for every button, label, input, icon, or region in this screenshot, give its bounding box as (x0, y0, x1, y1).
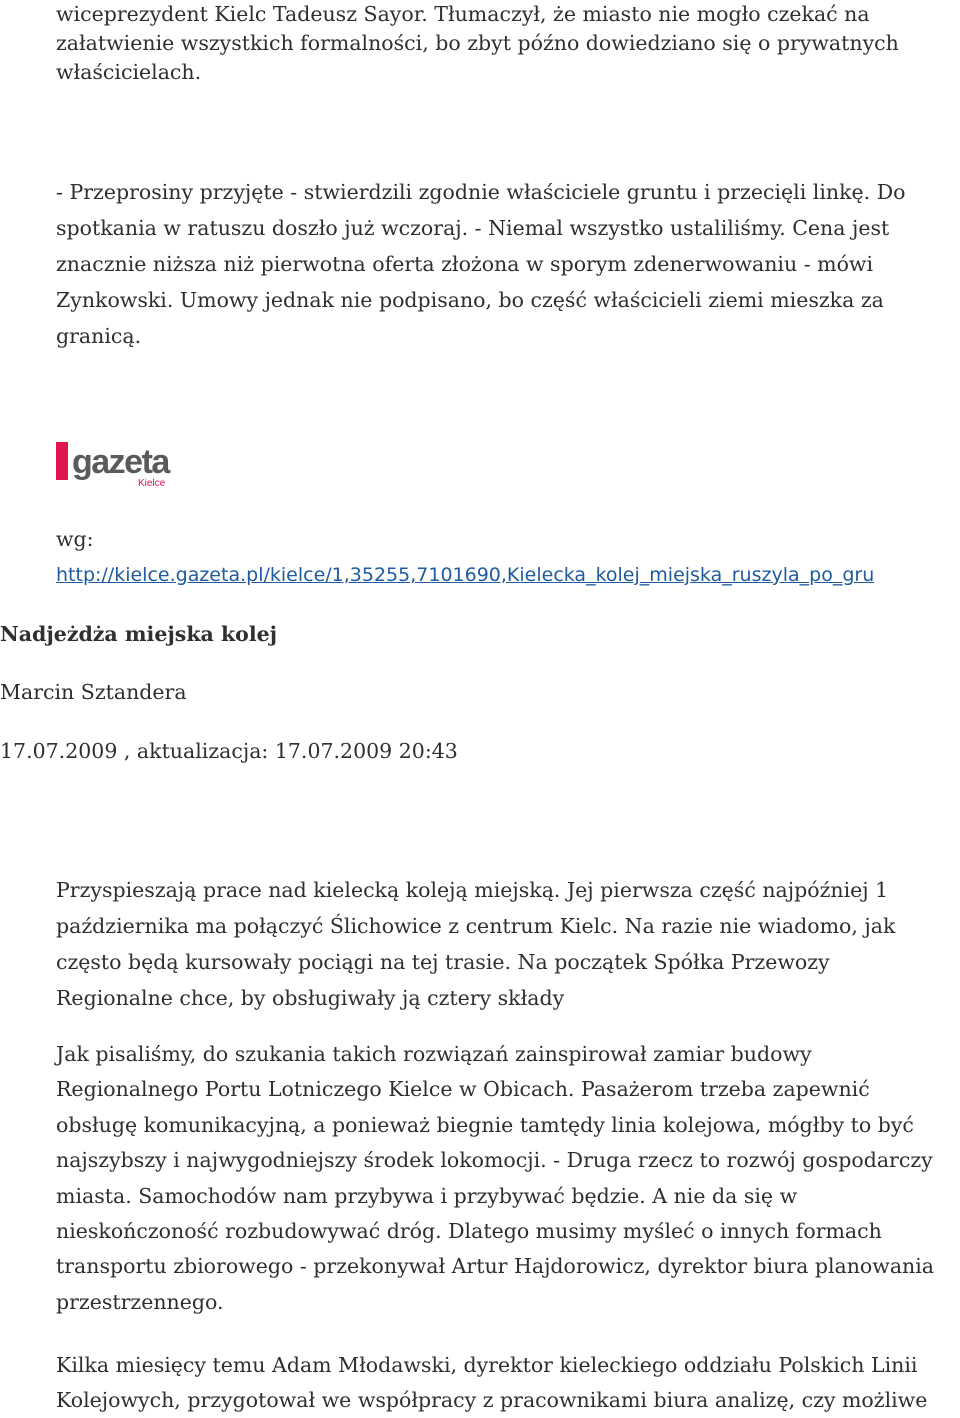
svg-text:gazeta: gazeta (72, 443, 169, 481)
text-line: Zynkowski. Umowy jednak nie podpisano, bo część właścicieli ziemi mieszka za (56, 288, 884, 312)
text-line: Przyspieszają prace nad kielecką koleją miejską. Jej pierwsza część najpóźniej 1 (56, 878, 889, 902)
text-line: transportu zbiorowego - przekonywał Artur Hajdorowicz, dyrektor biura planowania (56, 1254, 935, 1279)
text-line: Kilka miesięcy temu Adam Młodawski, dyrektor kieleckiego oddziału Polskich Linii (56, 1353, 918, 1377)
text-line: obsługę komunikacyjną, a ponieważ biegnie tamtędy linia kolejowa, mógłby to być (56, 1112, 914, 1137)
gazeta-logo-image (56, 440, 172, 488)
text-line: wiceprezydent Kielc Tadeusz Sayor. Tłumaczył, że miasto nie mogło czekać na (56, 2, 870, 26)
article-title: Nadjeżdża miejska kolej (0, 622, 278, 646)
text-line: najszybszy i najwygodniejszy środek lokomocji. - Druga rzecz to rozwój gospodarczy (56, 1148, 933, 1173)
source-link[interactable]: http://kielce.gazeta.pl/kielce/1,35255,7101690,Kielecka_kolej_miejska_ruszyla_po_gru (56, 564, 875, 586)
text-line: przestrzennego. (56, 1289, 224, 1314)
text-line: miasta. Samochodów nam przybywa i przybywać będzie. A nie da się w (56, 1183, 798, 1208)
article-paragraph-3 (56, 1348, 946, 1418)
article-lead-paragraph (56, 872, 946, 1016)
text-line: właścicielach. (56, 60, 202, 84)
text-line: Regionalne chce, by obsługiwały ją cztery składy (56, 986, 565, 1010)
text-line: często będą kursowały pociągi na tej trasie. Na początek Spółka Przewozy (56, 950, 830, 974)
article-author: Marcin Sztandera (0, 680, 187, 704)
article-paragraph-2 (56, 1037, 946, 1320)
text-line: Jak pisaliśmy, do szukania takich rozwiązań zainspirował zamiar budowy (56, 1042, 812, 1066)
text-line: spotkania w ratuszu doszło już wczoraj. - Niemal wszystko ustaliliśmy. Cena jest (56, 216, 890, 240)
source-label: wg: (56, 527, 94, 551)
text-line: Kolejowych, przygotował we współpracy z pracownikami biura analizę, czy możliwe (56, 1388, 928, 1412)
svg-text:Kielce: Kielce (138, 478, 166, 488)
article-date: 17.07.2009 , aktualizacja: 17.07.2009 20:43 (0, 739, 458, 763)
text-line: nieskończoność rozbudowywać dróg. Dlatego musimy myśleć o innych formach (56, 1219, 882, 1244)
text-line: znacznie niższa niż pierwotna oferta złożona w sporym zdenerwowaniu - mówi (56, 252, 874, 276)
gazeta-kielce-logo (56, 440, 172, 488)
text-line: granicą. (56, 324, 142, 348)
text-line: - Przeprosiny przyjęte - stwierdzili zgodnie właściciele gruntu i przecięli linkę. Do (56, 180, 906, 204)
text-line: Regionalnego Portu Lotniczego Kielce w Obicach. Pasażerom trzeba zapewnić (56, 1077, 870, 1102)
previous-article-paragraph-2 (56, 174, 946, 354)
text-line: października ma połączyć Ślichowice z centrum Kielc. Na razie nie wiadomo, jak (56, 914, 896, 938)
previous-article-paragraph-1 (56, 0, 946, 87)
text-line: załatwienie wszystkich formalności, bo zbyt późno dowiedziano się o prywatnych (56, 31, 899, 55)
